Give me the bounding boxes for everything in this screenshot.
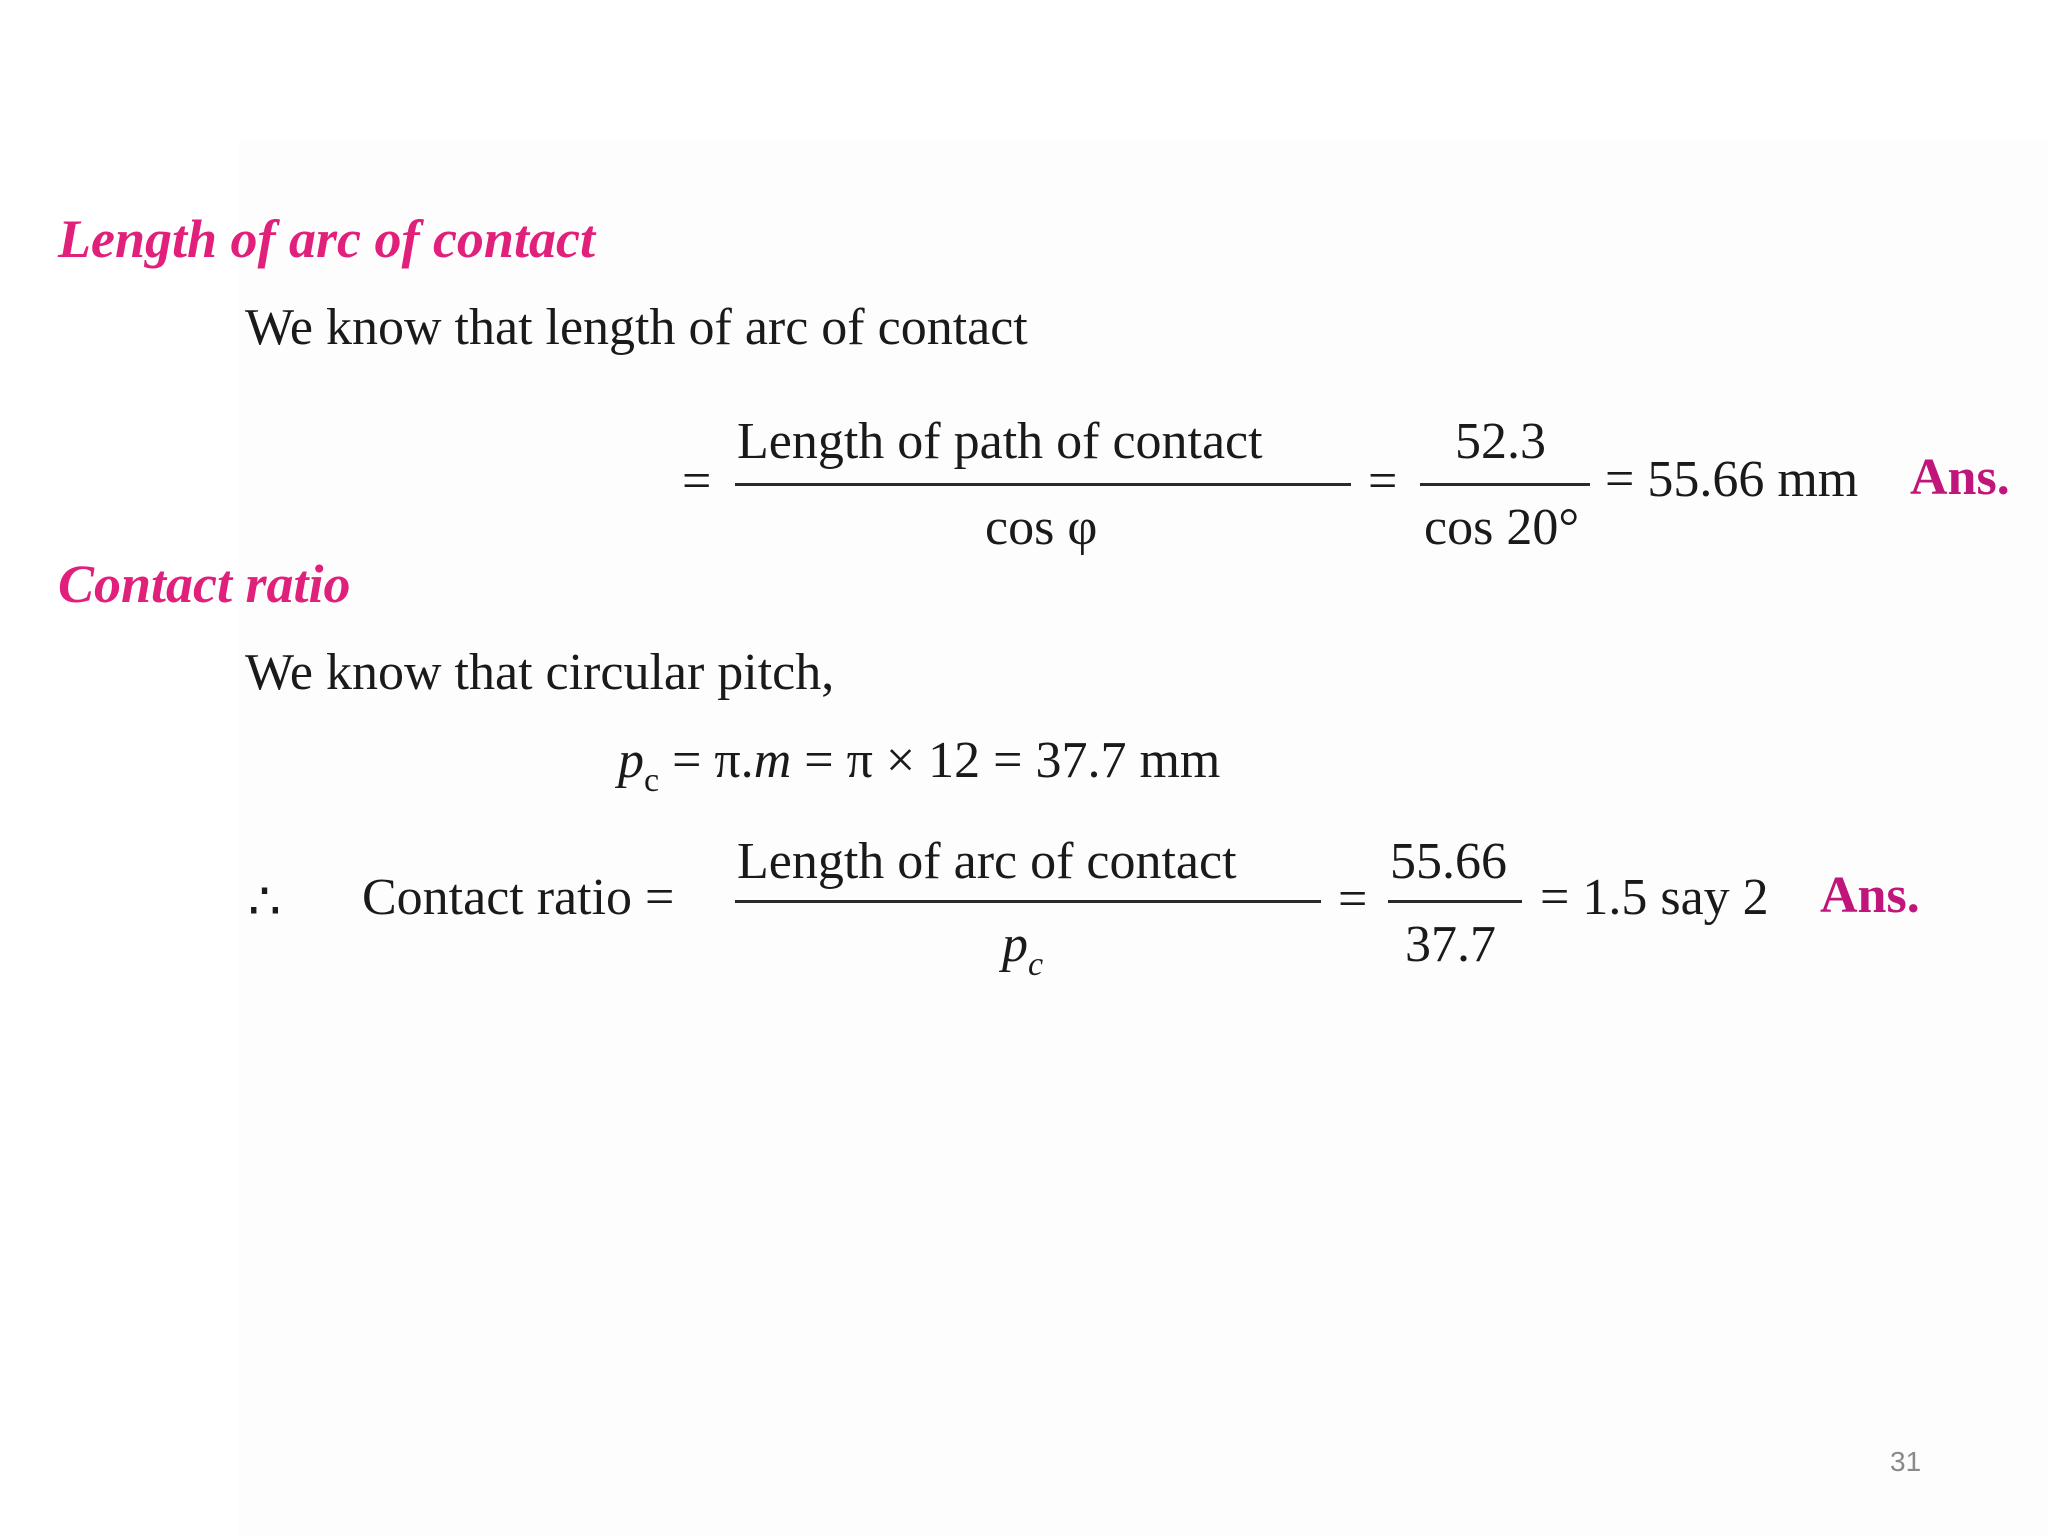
pitch-subscript: c	[644, 762, 660, 799]
module-symbol: m	[753, 732, 792, 789]
equals-sign: =	[1338, 871, 1368, 928]
section-heading-arc-of-contact: Length of arc of contact	[58, 209, 595, 269]
numerator-path-of-contact: Length of path of contact	[737, 413, 1263, 470]
answer-label: Ans.	[1910, 449, 2010, 506]
pitch-subscript: c	[1028, 946, 1044, 983]
denominator-pitch	[1002, 915, 1044, 983]
pitch-expression-part1: = π.	[659, 732, 754, 789]
equation-circular-pitch	[618, 731, 1221, 799]
equals-sign: =	[682, 453, 712, 510]
fraction-bar	[735, 483, 1351, 486]
intro-circular-pitch: We know that circular pitch,	[245, 644, 835, 701]
pitch-expression-part2: = π × 12 = 37.7 mm	[791, 732, 1221, 789]
numerator-value: 55.66	[1390, 833, 1507, 890]
denominator-cos-20: cos 20°	[1424, 499, 1580, 556]
result-contact-ratio: = 1.5 say 2	[1540, 869, 1769, 926]
equals-sign: =	[1368, 453, 1398, 510]
pitch-symbol: p	[1002, 916, 1028, 973]
intro-arc-of-contact: We know that length of arc of contact	[245, 299, 1028, 356]
fraction-bar	[1388, 900, 1522, 903]
therefore-symbol: ∴	[248, 874, 282, 931]
fraction-bar	[1420, 483, 1590, 486]
answer-label: Ans.	[1820, 867, 1920, 924]
numerator-arc-of-contact: Length of arc of contact	[737, 833, 1237, 890]
page-number: 31	[1890, 1446, 1922, 1477]
denominator-cos-phi: cos φ	[985, 499, 1098, 556]
section-heading-contact-ratio: Contact ratio	[58, 554, 351, 614]
result-length-arc: = 55.66 mm	[1605, 451, 1859, 508]
numerator-value: 52.3	[1455, 413, 1546, 470]
fraction-bar	[735, 900, 1321, 903]
pitch-symbol: p	[618, 732, 644, 789]
contact-ratio-label: Contact ratio =	[362, 869, 675, 926]
denominator-value: 37.7	[1405, 916, 1496, 973]
